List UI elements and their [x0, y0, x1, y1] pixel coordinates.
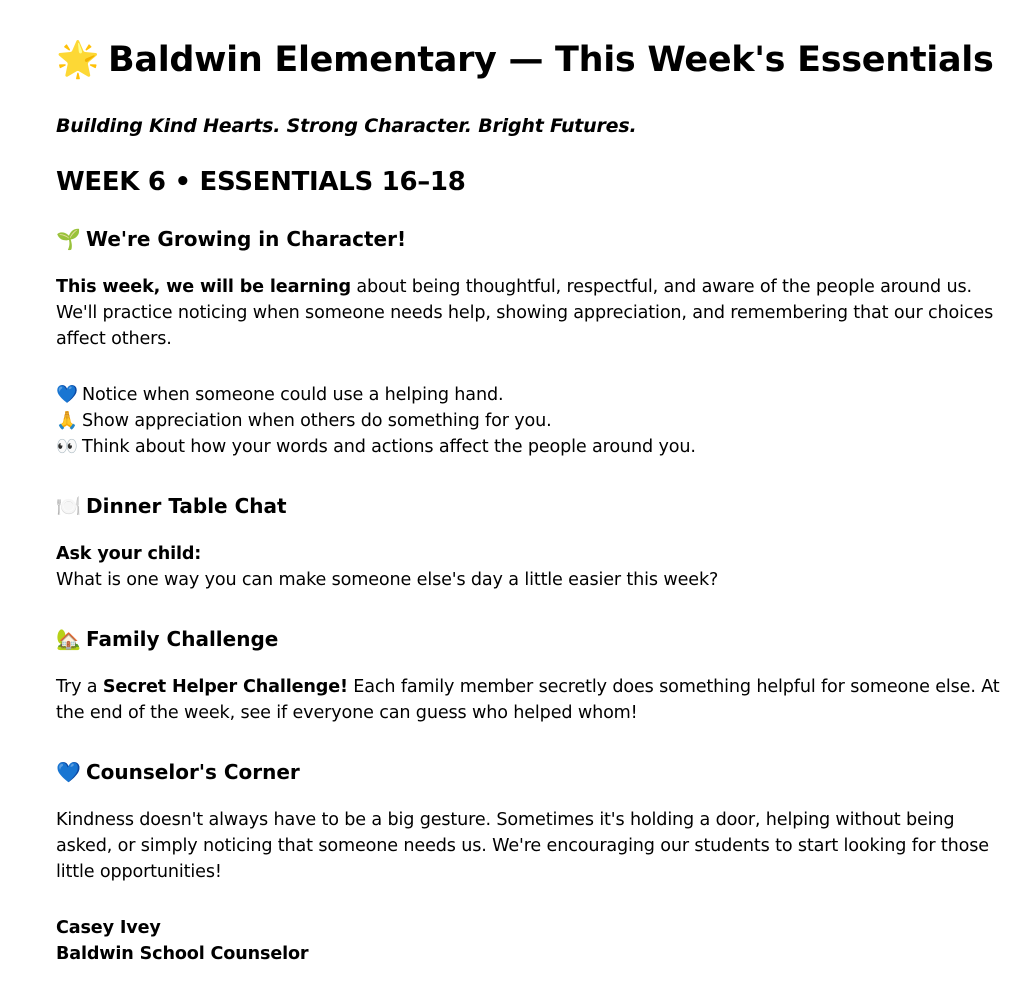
- blue-heart-icon: 💙: [56, 385, 78, 405]
- list-item: [56, 382, 951, 408]
- counselor-heading-text: Counselor's Corner: [86, 760, 300, 784]
- page-title: [56, 38, 994, 82]
- family-text-line2: the end of the week, see if everyone can guess who helped whom!: [56, 703, 638, 723]
- counselor-name: Casey Ivey: [56, 918, 161, 938]
- growing-intro-bold: This week, we will be learning: [56, 277, 351, 297]
- praying-hands-icon: 🙏: [56, 411, 78, 431]
- family-text-after: Each family member secretly does something helpful for someone else. At: [347, 677, 1000, 697]
- house-icon: 🏡: [56, 627, 81, 651]
- week-heading: WEEK 6 • ESSENTIALS 16–18: [56, 167, 466, 197]
- growing-list: [56, 382, 951, 460]
- counselor-body: [56, 807, 989, 885]
- dinner-label: Ask your child:: [56, 544, 202, 564]
- dinner-heading-text: Dinner Table Chat: [86, 494, 287, 518]
- blue-heart-icon: 💙: [56, 760, 81, 784]
- counselor-line1: Kindness doesn't always have to be a big gesture. Sometimes it's holding a door, helping without being: [56, 810, 955, 830]
- family-body: [56, 674, 1000, 726]
- dinner-body: [56, 541, 951, 593]
- list-item-text: Notice when someone could use a helping hand.: [82, 385, 504, 405]
- star-icon: 🌟: [56, 40, 100, 80]
- signature: [56, 915, 308, 967]
- counselor-line3: little opportunities!: [56, 862, 222, 882]
- family-text-before: Try a: [56, 677, 103, 697]
- family-text-bold: Secret Helper Challenge!: [102, 677, 348, 697]
- dinner-heading: [56, 492, 287, 520]
- family-heading-text: Family Challenge: [86, 627, 279, 651]
- page-title-text: Baldwin Elementary — This Week's Essentials: [108, 40, 994, 80]
- counselor-heading: [56, 758, 300, 786]
- dinner-question: What is one way you can make someone else's day a little easier this week?: [56, 570, 719, 590]
- growing-intro-line3: affect others.: [56, 329, 172, 349]
- growing-heading-text: We're Growing in Character!: [86, 227, 407, 251]
- tagline: Building Kind Hearts. Strong Character. Bright Futures.: [56, 115, 637, 137]
- eyes-icon: 👀: [56, 437, 78, 457]
- plate-icon: 🍽️: [56, 494, 81, 518]
- list-item: [56, 408, 951, 434]
- list-item-text: Show appreciation when others do something for you.: [82, 411, 552, 431]
- list-item: [56, 434, 951, 460]
- counselor-role: Baldwin School Counselor: [56, 944, 309, 964]
- list-item-text: Think about how your words and actions affect the people around you.: [82, 437, 696, 457]
- growing-intro: [56, 274, 994, 352]
- growing-heading: [56, 225, 406, 253]
- family-heading: [56, 625, 278, 653]
- counselor-line2: asked, or simply noticing that someone needs us. We're encouraging our students to start looking for those: [56, 836, 989, 856]
- seedling-icon: 🌱: [56, 227, 81, 251]
- growing-intro-rest: about being thoughtful, respectful, and aware of the people around us.: [350, 277, 972, 297]
- growing-intro-line2: We'll practice noticing when someone needs help, showing appreciation, and remembering that our choices: [56, 303, 994, 323]
